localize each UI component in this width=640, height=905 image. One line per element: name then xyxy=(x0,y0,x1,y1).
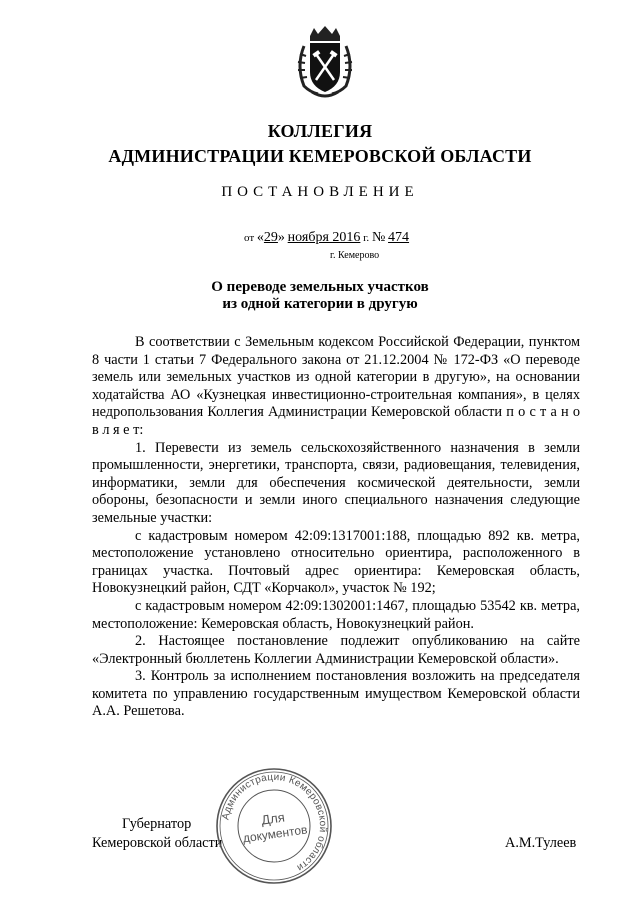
paragraph-preamble: В соответствии с Земельным кодексом Российской Федерации, пунктом 8 части 1 статьи 7 Федерального закона от 21.12.2004 № 172-ФЗ «О переводе земель или земельных участков из одной категории в другую», на основании ходатайства АО «Кузнецкая инвестиционно-строительная компания», в целях недропользования Коллегия Администрации Кемеровской области п о с т а н о в л я е т: xyxy=(92,334,580,438)
official-stamp xyxy=(214,766,334,886)
number-sign: № xyxy=(371,230,386,245)
coat-of-arms-emblem xyxy=(294,26,356,98)
signatory-name: А.М.Тулеев xyxy=(505,835,577,851)
org-name-line2: АДМИНИСТРАЦИИ КЕМЕРОВСКОЙ ОБЛАСТИ xyxy=(108,146,532,166)
date-year-suffix: г. xyxy=(363,232,370,244)
org-name-line1: КОЛЛЕГИЯ xyxy=(267,121,373,141)
paragraph-item-2: 2. Настоящее постановление подлежит опубликованию на сайте «Электронный бюллетень Коллегии Администрации Кемеровской области». xyxy=(92,633,580,667)
signatory-position-line2: Кемеровской области xyxy=(92,835,223,851)
paragraph-item-1: 1. Перевести из земель сельскохозяйственного назначения в земли промышленности, энергетики, транспорта, связи, радиовещания, телевидения, информатики, земли для обеспечения космической деятельности, земли обороны, безопасности и земли иного специального назначения следующие земельные участки: xyxy=(92,439,580,526)
document-title-line2: из одной категории в другую xyxy=(222,296,418,312)
paragraph-plot-2: с кадастровым номером 42:09:1302001:1467, площадью 53542 кв. метра, местоположение: Кемеровская область, Новокузнецкий район. xyxy=(92,597,580,632)
signatory-position-line1: Губернатор xyxy=(122,816,192,832)
stamp-center-line1: Для xyxy=(260,809,286,828)
document-type: ПОСТАНОВЛЕНИЕ xyxy=(221,184,419,200)
date-line xyxy=(244,230,409,246)
issue-city: г. Кемерово xyxy=(330,250,380,261)
date-close-quote: » xyxy=(277,230,285,245)
paragraph-item-3: 3. Контроль за исполнением постановления возложить на председателя комитета по управлению государственным имуществом Кемеровской области А.А. Решетова. xyxy=(92,668,580,720)
paragraph-plot-1: с кадастровым номером 42:09:1317001:188, площадью 892 кв. метра, местоположение установлено относительно ориентира, расположенного в границах участка. Почтовый адрес ориентира: Кемеровская область, Новокузнецкий район, СДТ «Корчакол», участок № 192; xyxy=(92,527,580,597)
date-day: 29 xyxy=(263,230,278,245)
stamp-center-line2: документов xyxy=(242,822,309,846)
date-open-quote: « xyxy=(256,230,264,245)
date-month-year: ноября 2016 xyxy=(287,230,361,245)
document-title-line1: О переводе земельных участков xyxy=(211,279,429,295)
document-number: 474 xyxy=(388,230,410,245)
date-from-label: от xyxy=(244,232,255,244)
stamp-ring-text: Администрации Кемеровской области xyxy=(220,771,329,874)
document-body xyxy=(92,334,580,721)
